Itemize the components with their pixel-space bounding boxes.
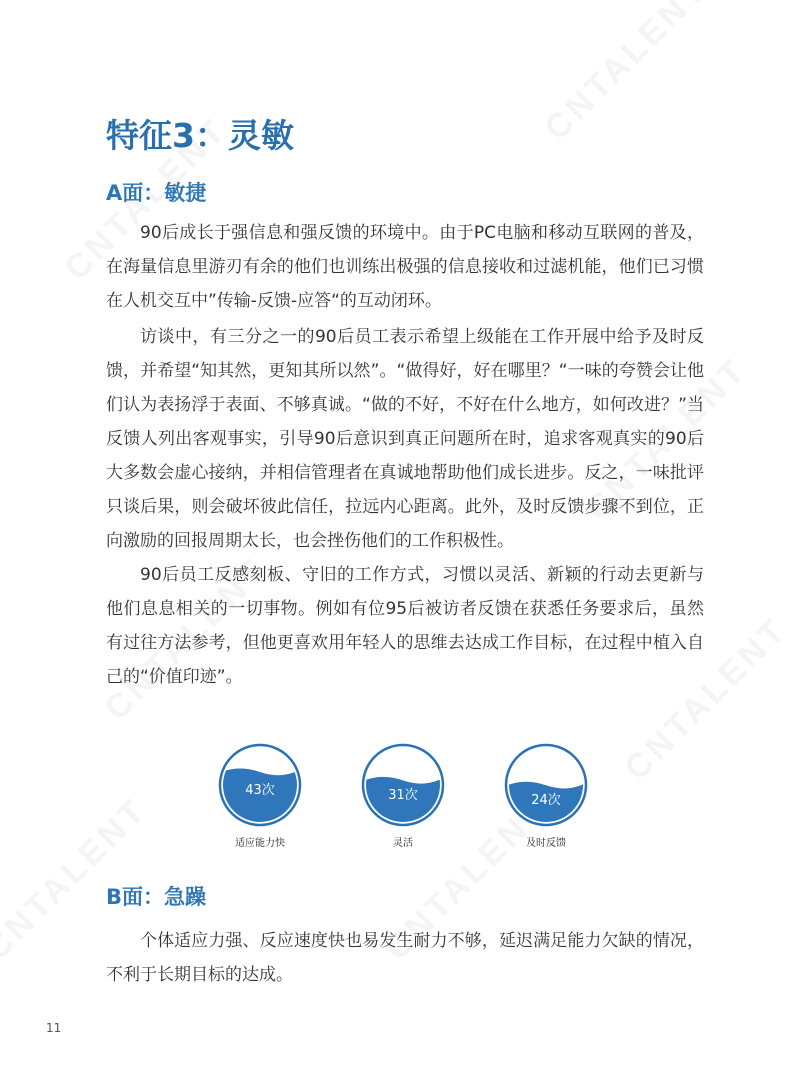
stat-value: 43次 [245,783,275,798]
stat-item [491,742,601,849]
paragraph: 访谈中，有三分之一的90后员工表示希望上级能在工作开展中给予及时反馈，并希望“知其然，更知其所以然”。“做得好，好在哪里？“一味的夸赞会让他们认为表扬浮于表面、不够真诚。“做的不好，不好在什么地方，如何改进？”当反馈人列出客观事实，引导90后意识到真正问题所在时，追求客观真实的90后大多数会虚心接纳，并相信管理者在真诚地帮助他们成长进步。反之，一味批评只谈后果，则会破坏彼此信任，拉远内心距离。此外，及时反馈步骤不到位，正向激励的回报周期太长，也会挫伤他们的工作积极性。 [106,327,704,551]
page-title: 特征3：灵敏 [106,116,294,155]
water-bubble-icon [217,742,303,828]
paragraph: 90后成长于强信息和强反馈的环境中。由于PC电脑和移动互联网的普及，在海量信息里游刃有余的他们也训练出极强的信息接收和过滤机能，他们已习惯在人机交互中”传输-反馈-应答“的互动闭环。 [106,223,704,311]
stat-item [205,742,315,849]
stat-value: 31次 [388,788,418,803]
stat-label: 适应能力快 [235,838,285,849]
section-b-heading: B面：急躁 [106,885,207,909]
section-a-heading: A面：敏捷 [106,181,207,205]
page-number: 11 [46,1021,62,1035]
stat-label: 灵活 [393,838,413,849]
water-fill [217,768,303,828]
water-bubble-icon [503,742,589,828]
watermark [537,0,715,148]
stat-label: 及时反馈 [526,838,566,849]
paragraph: 个体适应力强、反应速度快也易发生耐力不够，延迟满足能力欠缺的情况，不利于长期目标的达成。 [106,931,704,985]
stat-value: 24次 [531,793,561,808]
stat-item [348,742,458,849]
water-bubble-icon [360,742,446,828]
paragraph: 90后员工反感刻板、守旧的工作方式，习惯以灵活、新颖的行动去更新与他们息息相关的一切事物。例如有位95后被访者反馈在获悉任务要求后，虽然有过往方法参考，但他更喜欢用年轻人的思维去达成工作目标，在过程中植入自己的“价值印迹”。 [106,565,704,687]
